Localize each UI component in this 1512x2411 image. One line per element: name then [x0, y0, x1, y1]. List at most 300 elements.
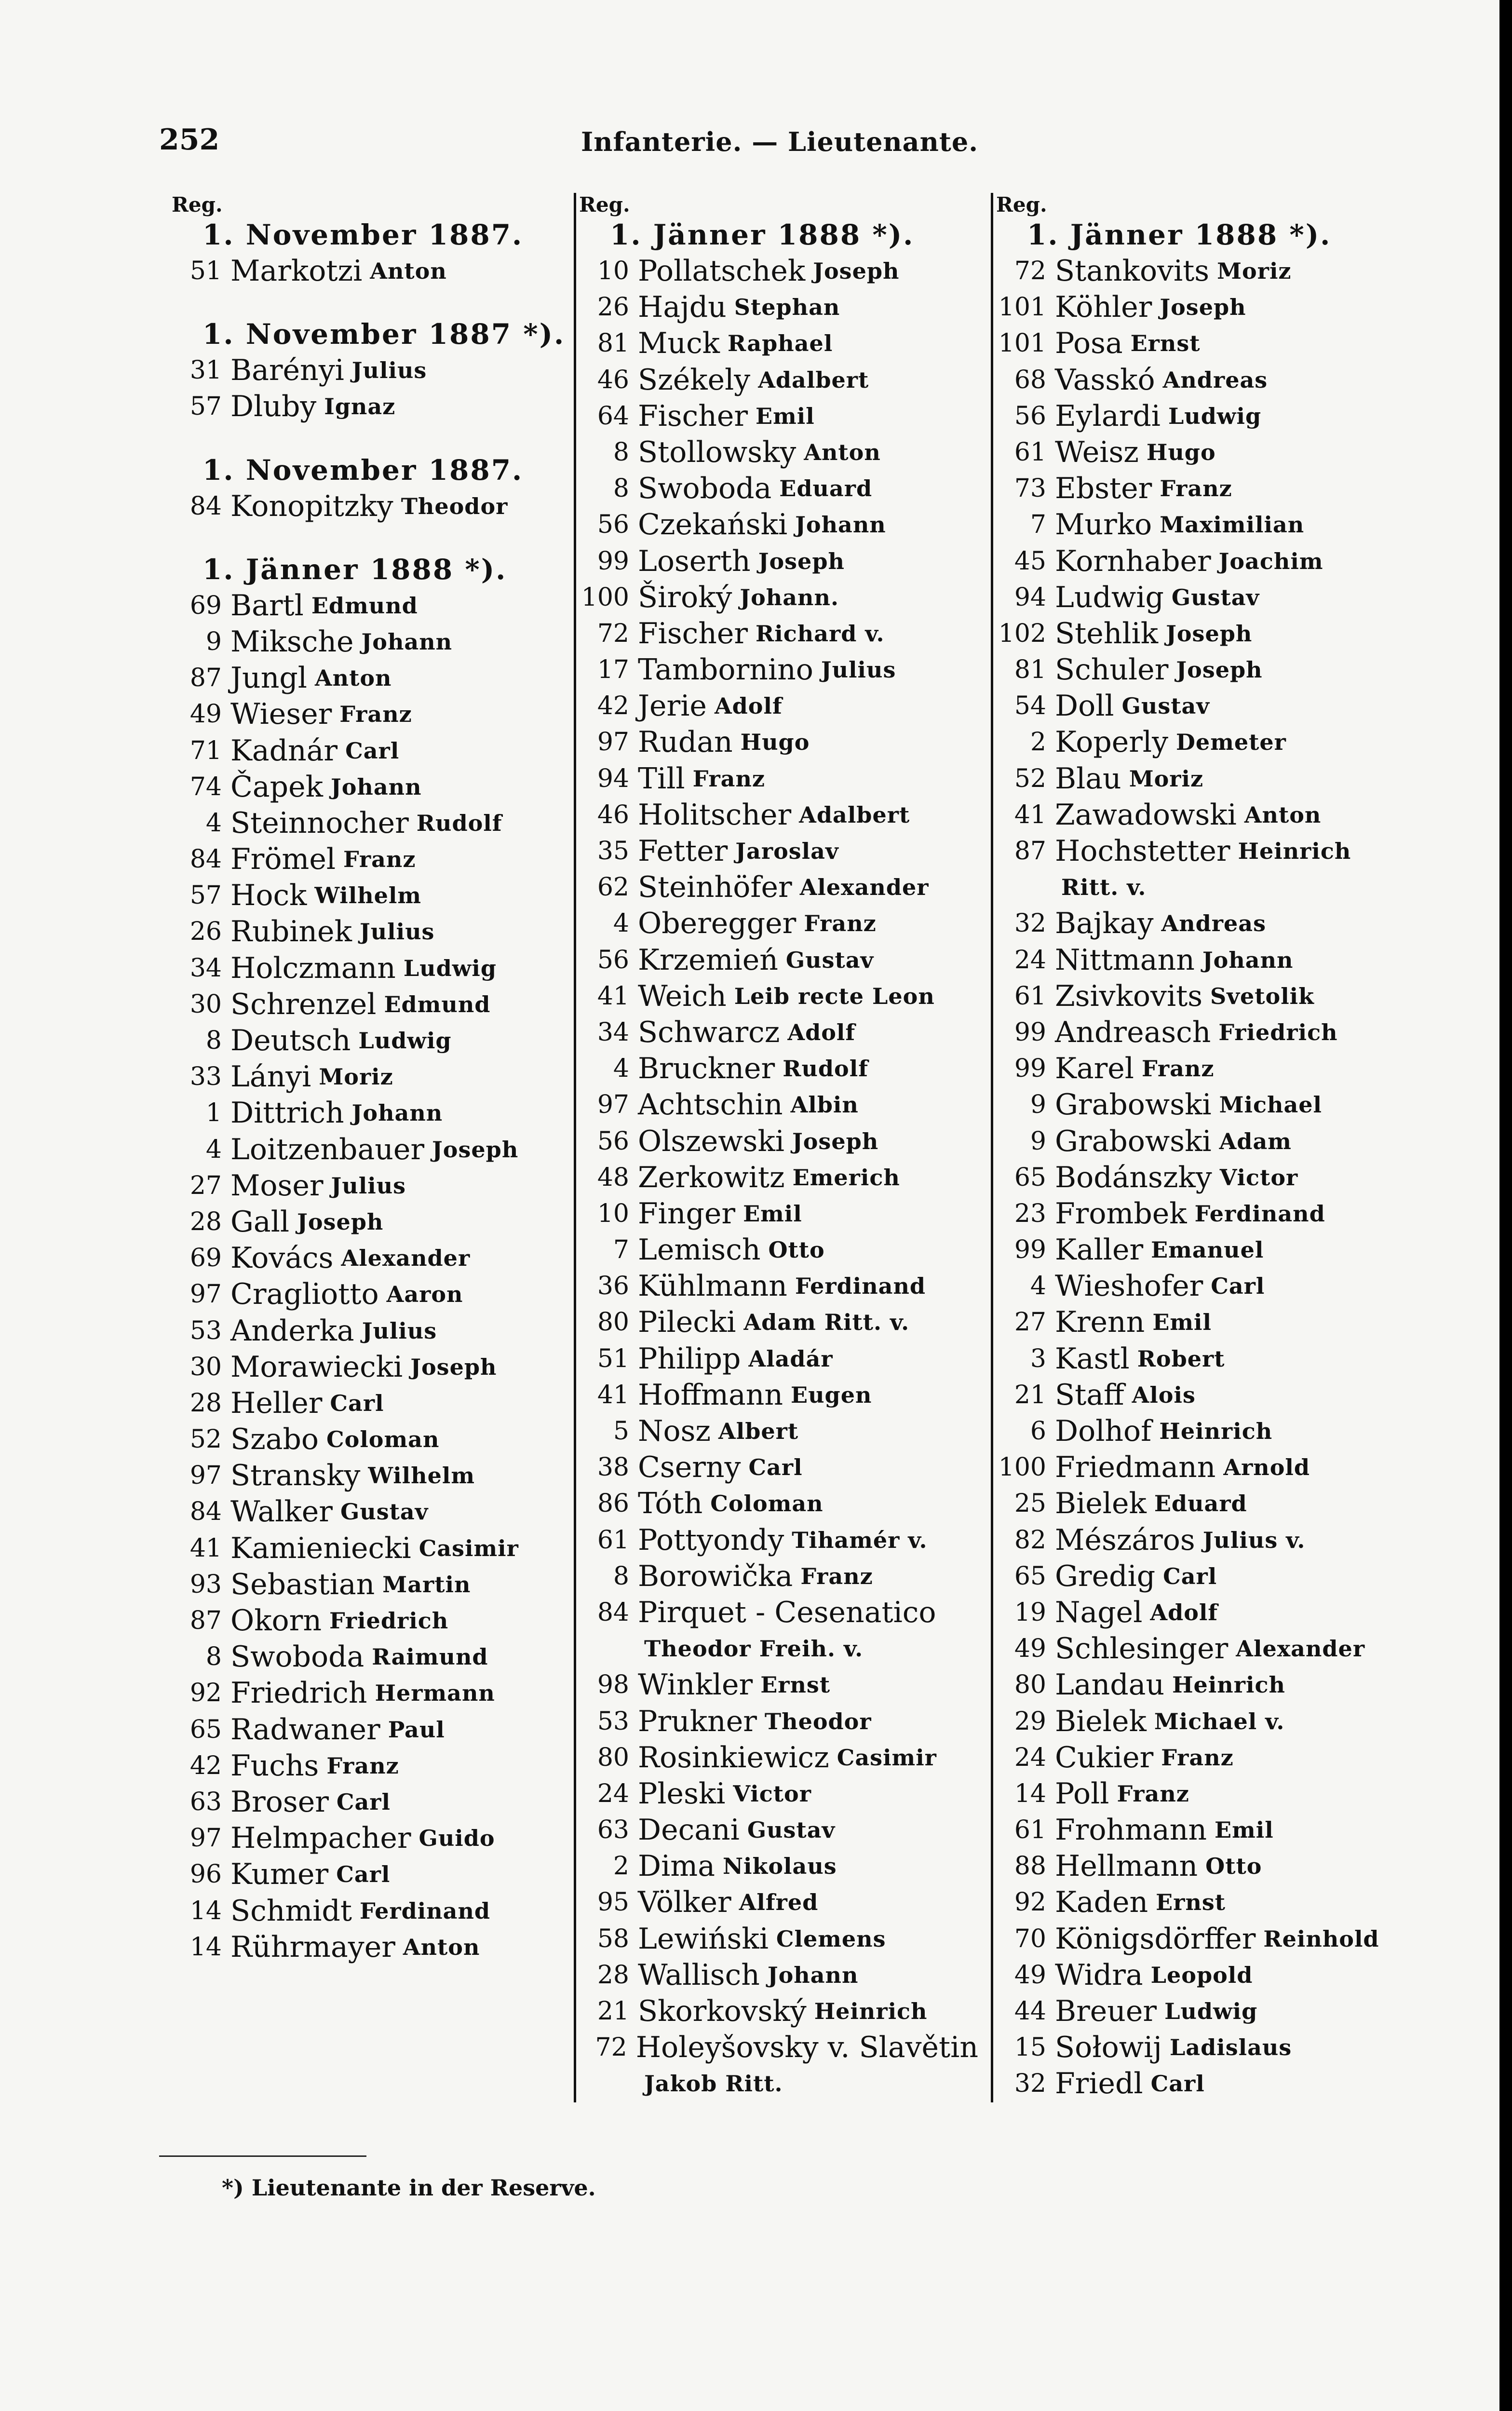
given-name: Carl [336, 1861, 391, 1888]
given-name: Demeter [1176, 729, 1286, 756]
surname: Dluby [230, 390, 317, 424]
surname: Kaller [1055, 1233, 1144, 1267]
surname: Jungl [230, 661, 307, 695]
list-item [169, 1856, 569, 1893]
surname: Deutsch [230, 1024, 351, 1057]
date-heading: 1. November 1887 *). [202, 318, 566, 351]
surname: Rubinek [230, 915, 352, 949]
given-name: Otto [768, 1237, 825, 1263]
surname: Kühlmann [638, 1269, 787, 1303]
surname: Landau [1055, 1668, 1165, 1702]
given-name: Franz [804, 910, 877, 937]
regiment-number: 74 [189, 772, 222, 801]
surname: Konopitzky [230, 489, 393, 523]
given-name: Johann [795, 512, 886, 538]
regiment-number: 33 [189, 1062, 222, 1092]
given-name: Alfred [739, 1889, 819, 1916]
given-name: Joachim [1218, 548, 1323, 574]
regiment-number: 80 [1014, 1670, 1046, 1700]
given-name: Gustav [1121, 693, 1210, 719]
surname: Wallisch [638, 1958, 760, 1992]
given-name: Emil [1152, 1309, 1212, 1336]
entry-continuation [993, 869, 1485, 906]
regiment-number: 97 [597, 728, 629, 757]
surname: Tambornino [638, 653, 813, 687]
regiment-number: 53 [189, 1316, 222, 1345]
given-name: Jakob Ritt. [644, 2071, 783, 2097]
surname: Široký [638, 580, 732, 614]
given-name: Raimund [372, 1644, 488, 1670]
given-name: Carl [345, 737, 400, 764]
list-item [993, 2030, 1485, 2066]
regiment-number: 84 [189, 491, 222, 521]
list-item [576, 1776, 986, 1812]
surname: Steinnocher [230, 806, 409, 840]
given-name: Joseph [410, 1354, 497, 1380]
column-2 [574, 193, 986, 2102]
regiment-number: 36 [597, 1272, 629, 1301]
list-item [169, 1820, 569, 1856]
list-item [576, 543, 986, 580]
surname: Czekański [638, 508, 788, 542]
list-item [576, 1268, 986, 1304]
regiment-number: 69 [189, 1244, 222, 1273]
regiment-number: 84 [597, 1598, 629, 1627]
given-name: Otto [1205, 1853, 1262, 1880]
surname: Cragliotto [230, 1277, 379, 1312]
given-name: Moriz [1217, 258, 1292, 284]
list-item [993, 1268, 1485, 1304]
given-name: Carl [330, 1390, 384, 1416]
regiment-number: 101 [998, 329, 1046, 358]
regiment-number: 87 [189, 664, 222, 693]
given-name: Michael [1219, 1092, 1323, 1118]
surname: Pleski [638, 1776, 726, 1811]
list-item [576, 1704, 986, 1740]
regiment-number: 15 [1014, 2033, 1046, 2062]
surname: Nosz [638, 1414, 711, 1448]
given-name: Ladislaus [1169, 2034, 1292, 2061]
date-heading: 1. Jänner 1888 *). [202, 553, 507, 586]
list-item [576, 1884, 986, 1921]
list-item [169, 253, 569, 289]
regiment-number: 99 [1014, 1017, 1046, 1047]
regiment-number: 41 [189, 1533, 222, 1563]
list-item [576, 1341, 986, 1377]
list-item [576, 616, 986, 652]
given-name: Robert [1137, 1345, 1225, 1372]
surname: Broser [230, 1785, 329, 1819]
list-item [993, 1341, 1485, 1377]
list-item [576, 398, 986, 434]
list-item [169, 1929, 569, 1965]
list-item [169, 1422, 569, 1458]
column-list [993, 217, 1485, 2102]
given-name: Friedrich [1218, 1019, 1338, 1045]
entry-continuation [576, 2066, 986, 2102]
regiment-number: 99 [597, 546, 629, 576]
surname: Frömel [230, 842, 336, 877]
surname: Hoffmann [638, 1378, 783, 1412]
regiment-number: 71 [189, 736, 222, 765]
list-item [993, 1304, 1485, 1341]
list-item [993, 1776, 1485, 1812]
list-item [576, 471, 986, 507]
given-name: Carl [1150, 2071, 1205, 2097]
list-item [169, 1784, 569, 1820]
given-name: Alois [1132, 1382, 1196, 1408]
regiment-number: 56 [597, 1126, 629, 1156]
regiment-number: 56 [1014, 401, 1046, 431]
regiment-number: 98 [597, 1670, 629, 1700]
regiment-number: 41 [597, 981, 629, 1011]
list-item [576, 978, 986, 1015]
list-item [576, 1486, 986, 1522]
list-item [169, 878, 569, 914]
regiment-number: 9 [1030, 1126, 1046, 1156]
regiment-number: 42 [189, 1751, 222, 1780]
given-name: Julius [331, 1172, 406, 1199]
list-item [576, 1124, 986, 1160]
list-item [576, 507, 986, 543]
given-name: Andreas [1162, 366, 1268, 393]
surname: Anderka [230, 1314, 354, 1348]
surname: Gredig [1055, 1559, 1156, 1593]
given-name: Gustav [785, 947, 874, 973]
given-name: Ferdinand [1194, 1200, 1325, 1227]
list-item [993, 1449, 1485, 1486]
given-name: Heinrich [1172, 1672, 1285, 1698]
surname: Friedrich [230, 1676, 367, 1710]
regiment-number: 7 [1030, 510, 1046, 540]
surname: Loserth [638, 544, 751, 578]
surname: Kumer [230, 1857, 329, 1892]
given-name: Johann [1202, 947, 1294, 973]
given-name: Ludwig [358, 1028, 452, 1054]
regiment-number: 10 [597, 257, 629, 285]
surname: Ludwig [1055, 580, 1164, 614]
given-name: Moriz [1129, 765, 1204, 792]
given-name: Franz [800, 1563, 873, 1589]
list-item [576, 942, 986, 978]
surname: Friedmann [1055, 1450, 1216, 1485]
list-item [169, 1567, 569, 1603]
list-item [169, 389, 569, 425]
surname: Heller [230, 1386, 323, 1420]
regiment-number: 8 [613, 437, 629, 467]
given-name: Ferdinand [795, 1273, 926, 1300]
surname: Schuler [1055, 653, 1169, 687]
list-item [576, 253, 986, 289]
given-name: Wilhelm [368, 1463, 475, 1489]
regiment-number: 65 [189, 1715, 222, 1744]
surname: Borowička [638, 1559, 793, 1593]
column-list [169, 217, 569, 1965]
list-item [993, 1015, 1485, 1051]
surname: Krzemień [638, 943, 778, 977]
given-name: Emil [756, 403, 815, 429]
given-name: Joseph [432, 1136, 519, 1163]
regiment-number: 82 [1014, 1525, 1046, 1555]
list-item [169, 987, 569, 1023]
list-item [169, 914, 569, 950]
list-item [576, 1087, 986, 1123]
regiment-number: 31 [189, 356, 222, 385]
surname: Pottyondy [638, 1523, 784, 1557]
given-name: Emil [743, 1200, 802, 1227]
list-item [993, 1631, 1485, 1667]
list-item [169, 1023, 569, 1059]
regiment-number: 26 [597, 293, 629, 322]
list-item [993, 289, 1485, 325]
regiment-number: 14 [1014, 1779, 1046, 1808]
list-item [993, 1486, 1485, 1522]
surname: Morawiecki [230, 1350, 403, 1384]
regiment-number: 30 [189, 1352, 222, 1382]
list-item [993, 1993, 1485, 2030]
surname: Rosinkiewicz [638, 1740, 829, 1774]
surname: Bielek [1055, 1704, 1147, 1738]
list-item [576, 2030, 986, 2066]
regiment-number: 97 [189, 1824, 222, 1853]
given-name: Svetolik [1210, 983, 1315, 1009]
given-name: Arnold [1223, 1454, 1310, 1481]
list-item [993, 1196, 1485, 1232]
surname: Moser [230, 1168, 324, 1203]
surname: Holitscher [638, 798, 792, 832]
given-name: Adalbert [758, 366, 869, 393]
surname: Frombek [1055, 1196, 1187, 1231]
list-item [576, 833, 986, 869]
regiment-number: 4 [205, 1135, 222, 1164]
surname: Schlesinger [1055, 1632, 1228, 1666]
list-item [169, 1748, 569, 1784]
regiment-number: 86 [597, 1489, 629, 1518]
given-name: Carl [1163, 1563, 1217, 1589]
given-name: Ignaz [324, 393, 396, 420]
surname: Hellmann [1055, 1849, 1198, 1883]
surname: Holczmann [230, 951, 396, 985]
list-item [169, 1639, 569, 1675]
list-item [169, 1095, 569, 1131]
list-item [576, 325, 986, 362]
surname: Stransky [230, 1459, 361, 1493]
regiment-number: 54 [1014, 691, 1046, 721]
regiment-number: 64 [597, 401, 629, 431]
surname: Kastl [1055, 1341, 1130, 1376]
surname: Bartl [230, 588, 304, 623]
regiment-number: 52 [1014, 764, 1046, 793]
surname: Bajkay [1055, 907, 1154, 941]
surname: Poll [1055, 1776, 1109, 1811]
surname: Okorn [230, 1604, 322, 1638]
given-name: Leopold [1150, 1962, 1253, 1988]
regiment-number: 49 [189, 700, 222, 729]
list-item [993, 1377, 1485, 1413]
list-item [576, 362, 986, 398]
given-name: Joseph [1166, 620, 1253, 647]
given-name: Adam Ritt. v. [743, 1309, 910, 1336]
regiment-number: 28 [189, 1207, 222, 1236]
list-item [993, 1087, 1485, 1123]
column-1 [169, 193, 569, 1965]
surname: Lányi [230, 1060, 311, 1094]
surname: Pilecki [638, 1305, 736, 1340]
surname: Muck [638, 326, 720, 361]
regiment-number: 63 [189, 1787, 222, 1816]
list-item [169, 1385, 569, 1422]
regiment-number: 62 [597, 873, 629, 902]
given-name: Edmund [311, 592, 418, 619]
given-name: Ludwig [1164, 1998, 1258, 2024]
regiment-number: 63 [597, 1815, 629, 1845]
list-item [576, 580, 986, 616]
given-name: Gustav [747, 1817, 836, 1843]
list-item [576, 1595, 986, 1631]
list-item [993, 2066, 1485, 2102]
given-name: Eduard [779, 475, 873, 502]
list-item [169, 588, 569, 624]
list-item [576, 761, 986, 797]
list-item [993, 724, 1485, 760]
surname: Pollatschek [638, 254, 806, 288]
regiment-number: 2 [1030, 728, 1046, 757]
regiment-number: 100 [998, 1453, 1046, 1482]
list-item [576, 1993, 986, 2030]
regiment-number: 101 [998, 293, 1046, 322]
regiment-number: 28 [189, 1388, 222, 1418]
surname: Friedl [1055, 2067, 1143, 2101]
list-item [993, 1232, 1485, 1268]
column-list [576, 217, 986, 2102]
given-name: Adalbert [799, 801, 910, 828]
surname: Nittmann [1055, 943, 1195, 977]
date-heading: 1. Jänner 1888 *). [610, 218, 915, 251]
regiment-number: 72 [597, 619, 629, 648]
given-name: Joseph [297, 1208, 384, 1235]
list-item [169, 488, 569, 525]
given-name: Coloman [710, 1490, 824, 1517]
regiment-number: 4 [613, 1054, 629, 1084]
given-name: Franz [1141, 1056, 1215, 1082]
regiment-number: 8 [613, 474, 629, 503]
surname: Markotzi [230, 254, 363, 288]
given-name: Ritt. v. [1061, 874, 1147, 901]
given-name: Carl [336, 1788, 391, 1815]
given-name: Franz [343, 846, 416, 873]
regiment-number: 38 [597, 1453, 629, 1482]
running-title: Infanterie. — Lieutenante. [581, 126, 979, 157]
surname: Loitzenbauer [230, 1132, 425, 1166]
list-item [576, 1957, 986, 1993]
surname: Čapek [230, 770, 323, 804]
list-item [576, 724, 986, 760]
regiment-number: 92 [189, 1679, 222, 1708]
list-item [993, 471, 1485, 507]
regiment-number: 51 [189, 257, 222, 285]
list-item [993, 1522, 1485, 1558]
surname: Grabowski [1055, 1088, 1212, 1122]
given-name: Ludwig [1168, 403, 1262, 429]
regiment-number: 35 [597, 837, 629, 866]
list-item [576, 906, 986, 942]
list-item [576, 289, 986, 325]
surname: Blau [1055, 761, 1121, 796]
given-name: Ludwig [403, 955, 497, 981]
given-name: Joseph [758, 548, 845, 574]
regiment-number: 72 [1014, 257, 1046, 285]
list-item [169, 1458, 569, 1494]
regiment-number: 32 [1014, 2069, 1046, 2099]
surname: Miksche [230, 624, 354, 659]
list-item [993, 543, 1485, 580]
given-name: Michael v. [1154, 1708, 1285, 1734]
list-item [993, 1957, 1485, 1993]
given-name: Casimir [837, 1744, 937, 1771]
surname: Bruckner [638, 1052, 775, 1086]
regiment-number: 21 [1014, 1380, 1046, 1409]
given-name: Anton [804, 439, 881, 465]
given-name: Guido [418, 1825, 495, 1852]
given-name: Adolf [787, 1019, 856, 1045]
list-item [169, 1349, 569, 1385]
regiment-number: 24 [597, 1779, 629, 1808]
surname: Schmidt [230, 1894, 352, 1928]
surname: Weisz [1055, 435, 1139, 469]
surname: Dolhof [1055, 1414, 1152, 1448]
list-item [169, 733, 569, 769]
surname: Königsdörffer [1055, 1922, 1256, 1956]
list-item [576, 1377, 986, 1413]
regiment-number: 10 [597, 1199, 629, 1228]
regiment-number: 8 [205, 1642, 222, 1672]
surname: Holeyšovsky v. Slavětin [635, 2031, 978, 2065]
regiment-number: 61 [1014, 437, 1046, 467]
given-name: Franz [1117, 1780, 1189, 1807]
list-item [169, 1675, 569, 1711]
surname: Kamieniecki [230, 1531, 411, 1565]
given-name: Leib recte Leon [734, 983, 935, 1009]
regiment-number: 9 [1030, 1090, 1046, 1120]
regiment-number: 93 [189, 1570, 222, 1599]
regiment-number: 97 [597, 1090, 629, 1120]
surname: Mészáros [1055, 1523, 1195, 1557]
surname: Rudan [638, 725, 733, 759]
given-name: Johann [767, 1962, 859, 1988]
surname: Barényi [230, 353, 344, 388]
list-item [576, 1558, 986, 1595]
given-name: Hermann [375, 1680, 495, 1707]
regiment-number: 68 [1014, 365, 1046, 394]
list-item [576, 1051, 986, 1087]
given-name: Franz [1161, 1744, 1234, 1771]
regiment-number: 95 [597, 1888, 629, 1917]
list-item [169, 805, 569, 841]
regiment-number: 69 [189, 591, 222, 620]
surname: Fischer [638, 399, 748, 433]
surname: Helmpacher [230, 1821, 411, 1856]
surname: Stankovits [1055, 254, 1210, 288]
given-name: Eugen [791, 1382, 872, 1408]
surname: Walker [230, 1495, 333, 1529]
list-item [993, 1921, 1485, 1957]
given-name: Clemens [776, 1925, 886, 1952]
regiment-number: 51 [597, 1344, 629, 1373]
surname: Székely [638, 363, 751, 397]
list-item [576, 688, 986, 724]
regiment-number: 8 [613, 1561, 629, 1591]
surname: Schwarcz [638, 1015, 780, 1049]
